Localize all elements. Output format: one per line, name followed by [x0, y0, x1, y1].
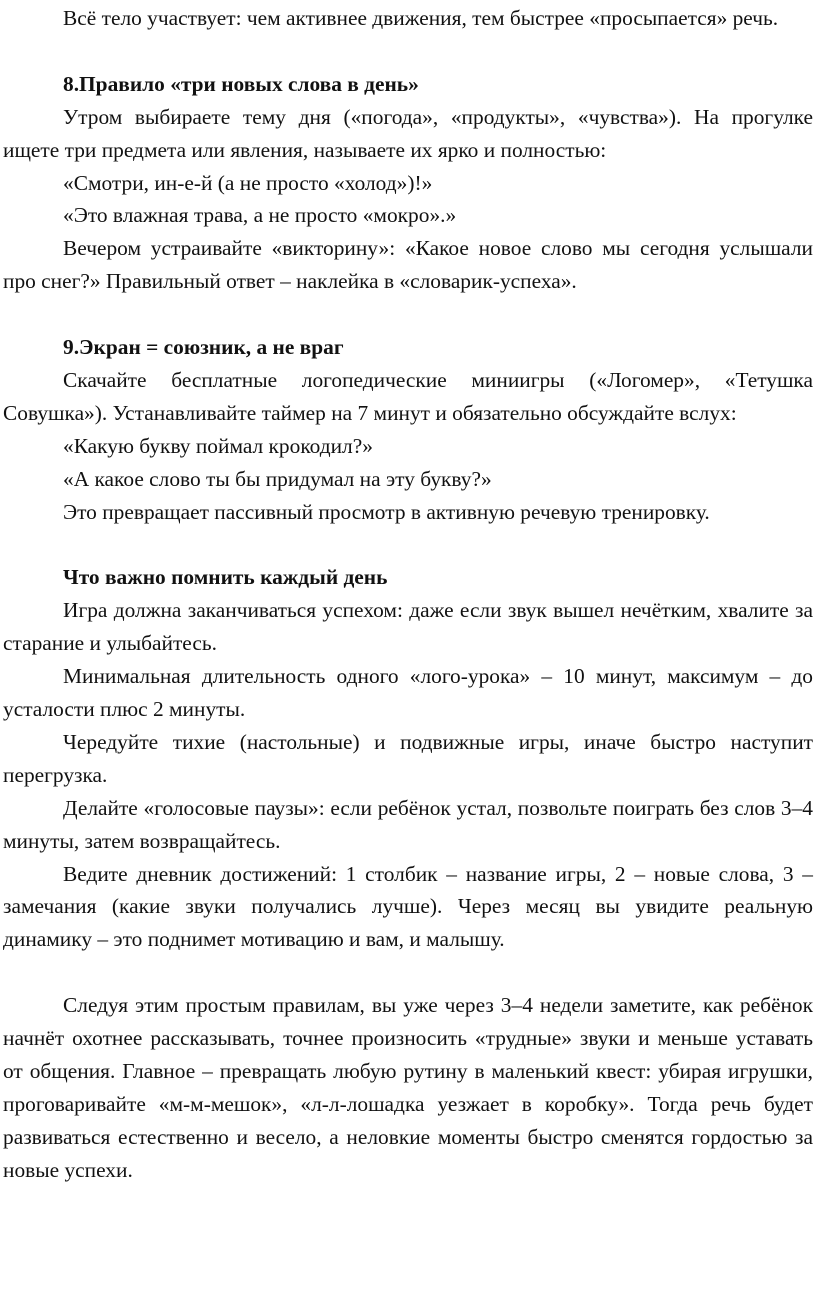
daily-paragraph-3: Чередуйте тихие (настольные) и подвижные игры, иначе быстро наступит перегрузка.	[3, 729, 813, 787]
daily-paragraph-5: Ведите дневник достижений: 1 столбик – название игры, 2 – новые слова, 3 – замечания (какие звуки получались лучше). Через месяц вы увидите реальную динамику – это поднимет мотивацию и вам, и малышу.	[3, 861, 813, 952]
spacer	[3, 528, 813, 561]
section-8-quote-1: «Смотри, ин-е-й (а не просто «холод»)!»	[63, 170, 433, 195]
intro-paragraph: Всё тело участвует: чем активнее движения, тем быстрее «просыпается» речь.	[63, 6, 779, 30]
section-9-paragraph-1: Скачайте бесплатные логопедические миниигры («Логомер», «Тетушка Совушка»). Устанавливайте таймер на 7 минут и обязательно обсуждайте вслух:	[3, 367, 813, 425]
section-9-quote-2: «А какое слово ты бы придумал на эту букву?»	[63, 466, 492, 491]
daily-paragraph-1: Игра должна заканчиваться успехом: даже если звук вышел нечётким, хвалите за старание и улыбайтесь.	[3, 598, 813, 656]
spacer	[3, 298, 813, 331]
section-9-paragraph-2: Это превращает пассивный просмотр в активную речевую тренировку.	[63, 499, 710, 524]
section-9-heading: 9.Экран = союзник, а не враг	[63, 335, 344, 360]
daily-heading: Что важно помнить каждый день	[63, 565, 388, 590]
section-8-heading: 8.Правило «три новых слова в день»	[63, 71, 419, 96]
section-8-quote-2: «Это влажная трава, а не просто «мокро».»	[63, 203, 457, 228]
section-9-quote-1: «Какую букву поймал крокодил?»	[63, 433, 373, 458]
spacer	[3, 956, 813, 989]
section-8-paragraph-1: Утром выбираете тему дня («погода», «продукты», «чувства»). На прогулке ищете три предмета или явления, называете их ярко и полностью:	[3, 104, 813, 162]
spacer	[3, 35, 813, 68]
daily-paragraph-2: Минимальная длительность одного «лого-урока» – 10 минут, максимум – до усталости плюс 2 минуты.	[3, 664, 813, 721]
conclusion-paragraph: Следуя этим простым правилам, вы уже через 3–4 недели заметите, как ребёнок начнёт охотнее рассказывать, точнее произносить «трудные» звуки и меньше уставать от общения. Главное – превращать любую рутину в маленький квест: убирая игрушки, проговаривайте «м-м-мешок», «л-л-лошадка уезжает в коробку». Тогда речь будет развиваться естественно и весело, а неловкие моменты быстро сменятся гордостью за новые успехи.	[3, 993, 813, 1182]
section-8-paragraph-2: Вечером устраивайте «викторину»: «Какое новое слово мы сегодня услышали про снег?» Правильный ответ – наклейка в «словарик-успеха».	[3, 236, 813, 294]
daily-paragraph-4: Делайте «голосовые паузы»: если ребёнок устал, позвольте поиграть без слов 3–4 минуты, затем возвращайтесь.	[3, 795, 813, 853]
